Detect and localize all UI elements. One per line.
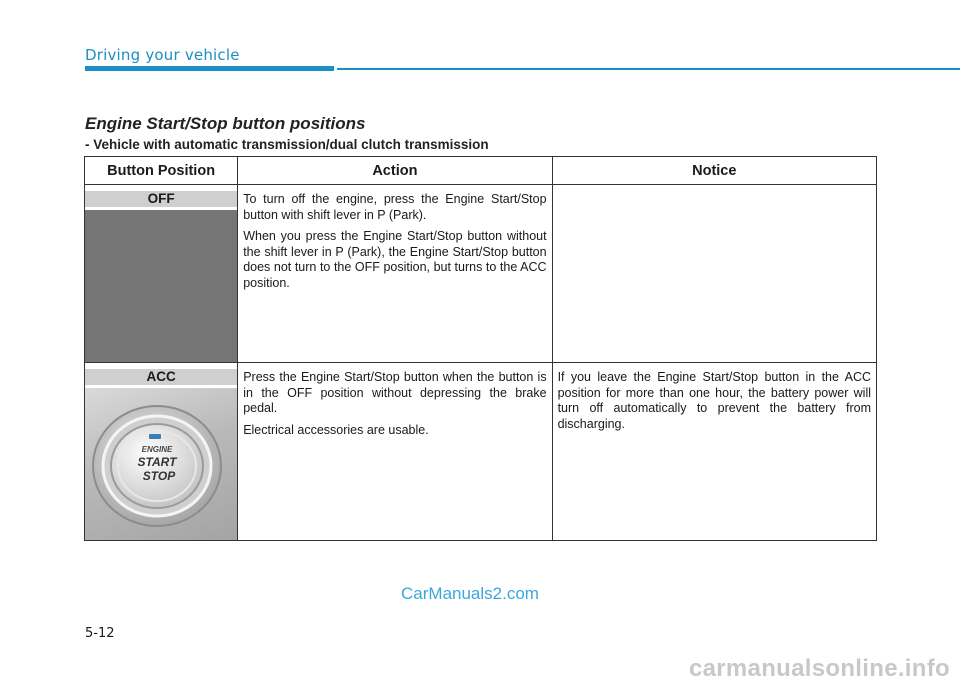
- button-text-stop: STOP: [142, 469, 176, 483]
- watermark-link[interactable]: CarManuals2.com: [401, 584, 539, 603]
- table-row-acc: [85, 363, 877, 541]
- footer-site-mark: carmanualsonline.info: [688, 655, 950, 682]
- action-cell-acc: [238, 363, 552, 541]
- action-acc-paragraph-2: Electrical accessories are usable.: [243, 422, 429, 437]
- section-title: Driving your vehicle: [85, 46, 240, 64]
- position-cell-acc: [85, 363, 238, 541]
- notice-cell-off: [552, 185, 876, 363]
- off-position-image: [85, 210, 237, 362]
- notice-acc-text: If you leave the Engine Start/Stop button in the ACC position for more than one hour, the battery power will turn off automatically to prevent the battery from discharging.: [557, 370, 871, 431]
- action-off-paragraph-2: When you press the Engine Start/Stop button without the shift lever in P (Park), the Engine Start/Stop button does not turn to the OFF position, but turns to the ACC position.: [243, 229, 547, 290]
- page-subheading: - Vehicle with automatic transmission/dual clutch transmission: [85, 137, 489, 152]
- column-header-notice: Notice: [552, 157, 876, 185]
- button-text-engine: ENGINE: [141, 445, 173, 454]
- notice-off-text: [553, 185, 876, 192]
- table-row-off: [85, 185, 877, 363]
- position-cell-off: [85, 185, 238, 363]
- header-rule-thick: [85, 66, 334, 71]
- page-heading: Engine Start/Stop button positions: [85, 114, 366, 133]
- action-acc-paragraph-1: Press the Engine Start/Stop button when the button is in the OFF position without depressing the brake pedal.: [243, 370, 547, 415]
- column-header-position: Button Position: [85, 157, 238, 185]
- header-rule-thin: [337, 68, 960, 70]
- action-cell-off: [238, 185, 552, 363]
- button-position-table: [84, 156, 877, 541]
- action-off-paragraph-1: To turn off the engine, press the Engine Start/Stop button with shift lever in P (Park).: [243, 192, 547, 222]
- notice-cell-acc: [552, 363, 876, 541]
- column-header-action: Action: [238, 157, 552, 185]
- page-number: 5-12: [85, 626, 115, 641]
- start-stop-button-icon: [85, 388, 237, 540]
- button-text-start: START: [137, 455, 177, 469]
- position-label-off: OFF: [85, 191, 237, 207]
- engine-start-stop-button-image: [85, 388, 237, 540]
- table-header-row: [85, 157, 877, 185]
- position-label-acc: ACC: [85, 369, 237, 385]
